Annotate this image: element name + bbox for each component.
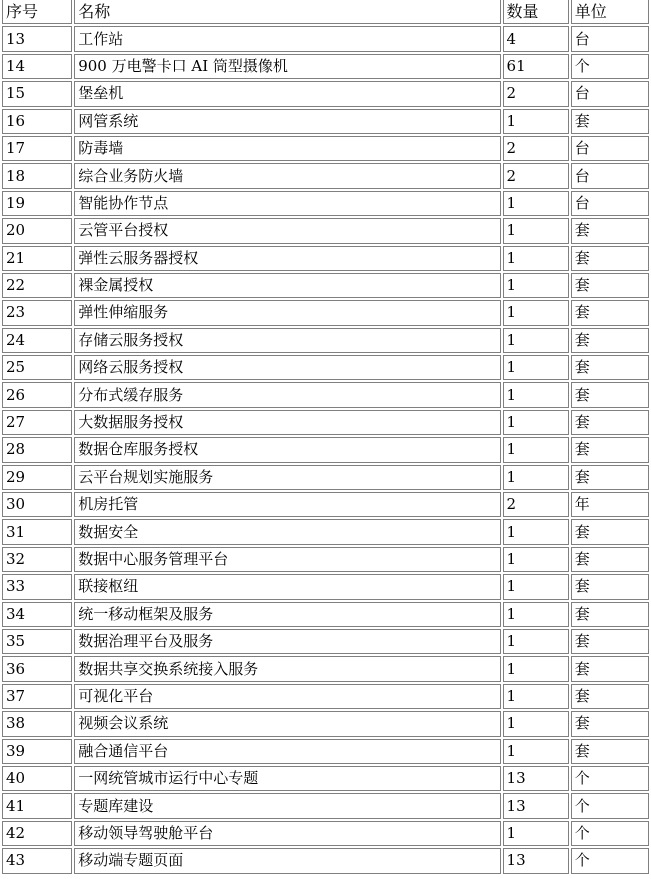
- cell-name: 工作站: [74, 26, 500, 51]
- table-row: [2, 218, 649, 243]
- cell-qty: 1: [503, 629, 569, 654]
- cell-name: 综合业务防火墙: [74, 163, 500, 188]
- cell-seq: 24: [2, 328, 72, 353]
- cell-seq: 20: [2, 218, 72, 243]
- table-row: [2, 629, 649, 654]
- cell-qty: 1: [503, 246, 569, 271]
- cell-qty: 1: [503, 109, 569, 134]
- cell-name: 数据共享交换系统接入服务: [74, 656, 500, 681]
- cell-name: 裸金属授权: [74, 273, 500, 298]
- cell-name: 移动端专题页面: [74, 848, 500, 873]
- table-row: [2, 547, 649, 572]
- cell-seq: 14: [2, 54, 72, 79]
- cell-name: 大数据服务授权: [74, 410, 500, 435]
- table-row: [2, 81, 649, 106]
- header-unit: 单位: [571, 0, 649, 24]
- cell-qty: 1: [503, 711, 569, 736]
- cell-unit: 台: [571, 81, 649, 106]
- cell-name: 数据安全: [74, 519, 500, 544]
- cell-qty: 1: [503, 821, 569, 846]
- cell-unit: 个: [571, 793, 649, 818]
- cell-name: 存储云服务授权: [74, 328, 500, 353]
- cell-name: 弹性伸缩服务: [74, 300, 500, 325]
- table-row: [2, 163, 649, 188]
- cell-name: 900 万电警卡口 AI 筒型摄像机: [74, 54, 500, 79]
- cell-name: 弹性云服务器授权: [74, 246, 500, 271]
- table-row: [2, 656, 649, 681]
- cell-qty: 1: [503, 739, 569, 764]
- cell-seq: 15: [2, 81, 72, 106]
- cell-name: 云管平台授权: [74, 218, 500, 243]
- cell-name: 智能协作节点: [74, 191, 500, 216]
- cell-qty: 1: [503, 273, 569, 298]
- cell-name: 云平台规划实施服务: [74, 465, 500, 490]
- cell-unit: 台: [571, 163, 649, 188]
- table-row: [2, 109, 649, 134]
- cell-seq: 40: [2, 766, 72, 791]
- cell-unit: 套: [571, 602, 649, 627]
- cell-name: 网络云服务授权: [74, 355, 500, 380]
- cell-qty: 4: [503, 26, 569, 51]
- cell-unit: 年: [571, 492, 649, 517]
- cell-unit: 套: [571, 574, 649, 599]
- cell-seq: 13: [2, 26, 72, 51]
- cell-unit: 套: [571, 711, 649, 736]
- cell-unit: 套: [571, 656, 649, 681]
- table-row: [2, 54, 649, 79]
- table-row: [2, 574, 649, 599]
- cell-seq: 25: [2, 355, 72, 380]
- cell-unit: 套: [571, 218, 649, 243]
- cell-qty: 13: [503, 793, 569, 818]
- cell-seq: 42: [2, 821, 72, 846]
- table-row: [2, 26, 649, 51]
- cell-name: 机房托管: [74, 492, 500, 517]
- table-row: [2, 465, 649, 490]
- cell-seq: 36: [2, 656, 72, 681]
- cell-seq: 21: [2, 246, 72, 271]
- cell-qty: 1: [503, 574, 569, 599]
- cell-unit: 套: [571, 109, 649, 134]
- cell-seq: 41: [2, 793, 72, 818]
- table-row: [2, 382, 649, 407]
- table-row: [2, 437, 649, 462]
- cell-seq: 35: [2, 629, 72, 654]
- cell-qty: 1: [503, 355, 569, 380]
- cell-seq: 22: [2, 273, 72, 298]
- cell-name: 防毒墙: [74, 136, 500, 161]
- cell-seq: 37: [2, 684, 72, 709]
- cell-qty: 1: [503, 328, 569, 353]
- table-row: [2, 793, 649, 818]
- cell-seq: 27: [2, 410, 72, 435]
- cell-qty: 1: [503, 684, 569, 709]
- table-row: [2, 766, 649, 791]
- cell-unit: 套: [571, 465, 649, 490]
- cell-qty: 1: [503, 410, 569, 435]
- table-row: [2, 492, 649, 517]
- table-row: [2, 410, 649, 435]
- cell-name: 堡垒机: [74, 81, 500, 106]
- cell-qty: 13: [503, 848, 569, 873]
- table-row: [2, 739, 649, 764]
- cell-seq: 33: [2, 574, 72, 599]
- cell-name: 移动领导驾驶舱平台: [74, 821, 500, 846]
- cell-qty: 2: [503, 163, 569, 188]
- cell-name: 视频会议系统: [74, 711, 500, 736]
- table-row: [2, 684, 649, 709]
- cell-name: 数据中心服务管理平台: [74, 547, 500, 572]
- cell-qty: 1: [503, 382, 569, 407]
- cell-seq: 43: [2, 848, 72, 873]
- table-body: [2, 26, 649, 873]
- cell-qty: 2: [503, 492, 569, 517]
- table-row: [2, 355, 649, 380]
- cell-qty: 1: [503, 300, 569, 325]
- cell-name: 可视化平台: [74, 684, 500, 709]
- cell-unit: 个: [571, 766, 649, 791]
- table-row: [2, 328, 649, 353]
- cell-seq: 26: [2, 382, 72, 407]
- cell-seq: 38: [2, 711, 72, 736]
- cell-seq: 39: [2, 739, 72, 764]
- table-row: [2, 191, 649, 216]
- cell-seq: 28: [2, 437, 72, 462]
- cell-name: 一网统管城市运行中心专题: [74, 766, 500, 791]
- cell-unit: 套: [571, 328, 649, 353]
- cell-seq: 18: [2, 163, 72, 188]
- table-row: [2, 711, 649, 736]
- table-row: [2, 602, 649, 627]
- cell-unit: 套: [571, 410, 649, 435]
- cell-name: 数据治理平台及服务: [74, 629, 500, 654]
- header-seq: 序号: [2, 0, 72, 24]
- cell-qty: 1: [503, 656, 569, 681]
- cell-unit: 套: [571, 273, 649, 298]
- table-row: [2, 821, 649, 846]
- cell-seq: 17: [2, 136, 72, 161]
- cell-unit: 套: [571, 629, 649, 654]
- table-row: [2, 273, 649, 298]
- header-name: 名称: [74, 0, 500, 24]
- cell-qty: 1: [503, 465, 569, 490]
- cell-unit: 台: [571, 26, 649, 51]
- cell-seq: 23: [2, 300, 72, 325]
- cell-qty: 1: [503, 437, 569, 462]
- cell-qty: 2: [503, 81, 569, 106]
- cell-seq: 30: [2, 492, 72, 517]
- cell-unit: 套: [571, 246, 649, 271]
- cell-qty: 1: [503, 519, 569, 544]
- cell-unit: 台: [571, 191, 649, 216]
- cell-name: 分布式缓存服务: [74, 382, 500, 407]
- table-row: [2, 519, 649, 544]
- cell-unit: 套: [571, 739, 649, 764]
- cell-seq: 29: [2, 465, 72, 490]
- cell-qty: 1: [503, 602, 569, 627]
- cell-unit: 个: [571, 848, 649, 873]
- cell-seq: 32: [2, 547, 72, 572]
- cell-unit: 个: [571, 54, 649, 79]
- table-row: [2, 848, 649, 873]
- cell-unit: 套: [571, 300, 649, 325]
- cell-name: 统一移动框架及服务: [74, 602, 500, 627]
- table-row: [2, 300, 649, 325]
- cell-seq: 16: [2, 109, 72, 134]
- cell-qty: 1: [503, 218, 569, 243]
- cell-unit: 套: [571, 684, 649, 709]
- cell-seq: 31: [2, 519, 72, 544]
- header-qty: 数量: [503, 0, 569, 24]
- cell-qty: 13: [503, 766, 569, 791]
- cell-qty: 2: [503, 136, 569, 161]
- cell-seq: 19: [2, 191, 72, 216]
- cell-unit: 套: [571, 519, 649, 544]
- cell-name: 网管系统: [74, 109, 500, 134]
- cell-qty: 1: [503, 191, 569, 216]
- cell-unit: 套: [571, 382, 649, 407]
- table-row: [2, 136, 649, 161]
- cell-unit: 套: [571, 355, 649, 380]
- cell-unit: 套: [571, 437, 649, 462]
- cell-seq: 34: [2, 602, 72, 627]
- cell-name: 融合通信平台: [74, 739, 500, 764]
- table-header-row: [2, 0, 649, 24]
- cell-unit: 套: [571, 547, 649, 572]
- cell-name: 数据仓库服务授权: [74, 437, 500, 462]
- cell-qty: 61: [503, 54, 569, 79]
- table-row: [2, 246, 649, 271]
- cell-unit: 台: [571, 136, 649, 161]
- cell-unit: 个: [571, 821, 649, 846]
- cell-qty: 1: [503, 547, 569, 572]
- cell-name: 专题库建设: [74, 793, 500, 818]
- cell-name: 联接枢纽: [74, 574, 500, 599]
